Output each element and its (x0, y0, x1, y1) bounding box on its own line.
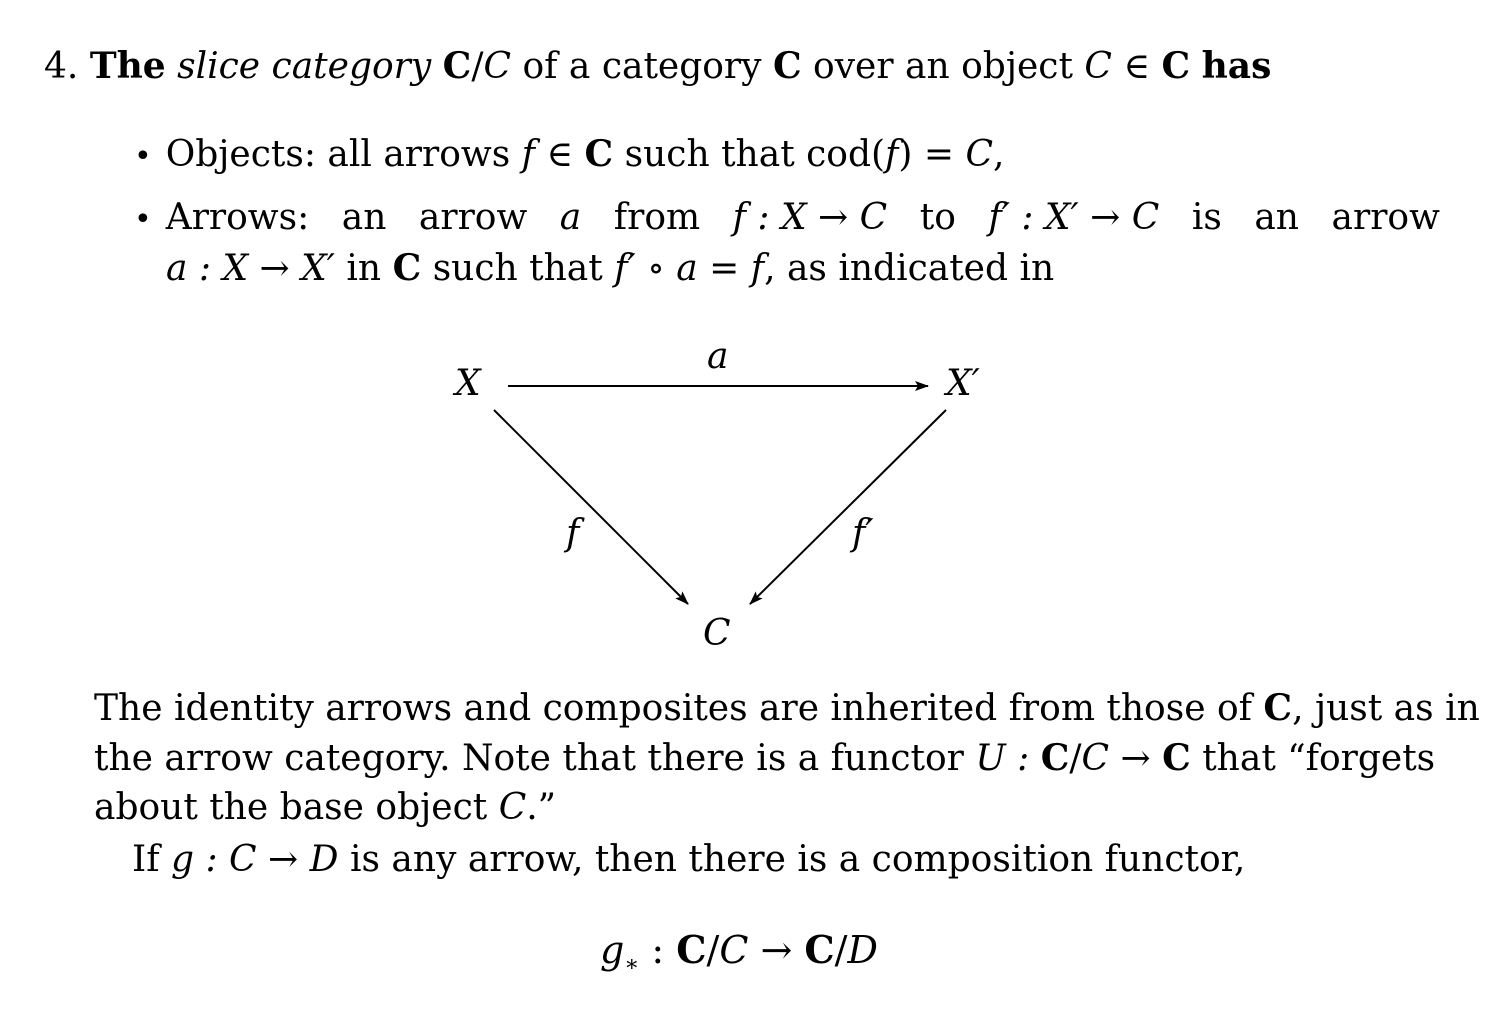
bullet-icon: • (134, 139, 152, 174)
arrows-word: arrow (418, 197, 528, 238)
paragraph-line-3: about the base object C.” (94, 787, 557, 828)
objects-eq: ) = (898, 134, 955, 175)
arrow-f-prime (750, 410, 946, 604)
node-x-prime: X′ (946, 363, 980, 404)
objects-such-that: such that cod( (624, 134, 886, 175)
label-a: a (707, 336, 729, 377)
arrows-word: an (1254, 197, 1299, 238)
arrow-f (494, 410, 688, 604)
slice-notation: C/C (442, 45, 512, 87)
arrows-f-math: f : X → C (732, 197, 888, 238)
node-c: C (703, 613, 731, 654)
arrows-equation: f′ ∘ a = f (614, 248, 765, 289)
objects-c: C (965, 134, 994, 175)
item-number: 4. (44, 46, 79, 87)
arrows-word: from (613, 197, 701, 238)
arrows-a-math: a : X → X′ (166, 248, 335, 289)
objects-cat: C (584, 133, 614, 175)
arrow-g-math: g : C → D (171, 839, 339, 880)
objects-in-symbol: ∈ (546, 134, 574, 175)
eq-g: g (600, 928, 625, 972)
heading-over-an-object: over an object (813, 46, 1073, 87)
arrows-word: an (341, 197, 387, 238)
paragraph-line-1: The identity arrows and composites are inherited from those of C, just as in (94, 687, 1480, 729)
heading-cat-c: C (772, 45, 802, 87)
display-equation: $g_∗$ : C/C → C/D (600, 927, 878, 977)
arrows-rest: , as indicated in (764, 248, 1055, 289)
label-f-prime: f′ (852, 513, 874, 554)
objects-comma: , (993, 134, 1005, 175)
bullet-icon: • (134, 202, 152, 237)
heading-of-a-category: of a category (522, 46, 762, 87)
heading-has: has (1201, 45, 1272, 87)
eq-star: ∗ (624, 952, 640, 977)
node-x: X (455, 363, 481, 404)
arrows-word: to (919, 197, 956, 238)
arrows-in: in (346, 248, 382, 289)
term-slice-category: slice category (177, 46, 432, 87)
arrows-start: • Arrows: (134, 197, 310, 238)
arrows-f-prime-math: f′ : X′ → C (988, 197, 1160, 238)
label-f: f (566, 513, 580, 554)
base-object-c: C (498, 787, 527, 828)
paragraph-cat: C (1263, 687, 1293, 729)
paragraph-line-4: If g : C → D is any arrow, then there is a composition functor, (132, 839, 1246, 880)
objects-f: f (521, 134, 535, 175)
arrows-a: a (559, 197, 582, 238)
arrows-such-that: such that (432, 248, 603, 289)
functor-u: U : (975, 738, 1030, 779)
arrows-word: is (1191, 197, 1222, 238)
paragraph-line-2: the arrow category. Note that there is a functor U : C/C → C that “forgets (94, 737, 1436, 779)
functor-signature: C/C → C (1040, 737, 1191, 779)
objects-f2: f (885, 134, 899, 175)
heading-membership: C ∈ C (1084, 45, 1191, 87)
arrows-cat: C (392, 247, 422, 289)
objects-text: Objects: all arrows (165, 134, 511, 175)
heading-the: The (89, 45, 166, 87)
arrows-word: arrow (1331, 197, 1440, 238)
